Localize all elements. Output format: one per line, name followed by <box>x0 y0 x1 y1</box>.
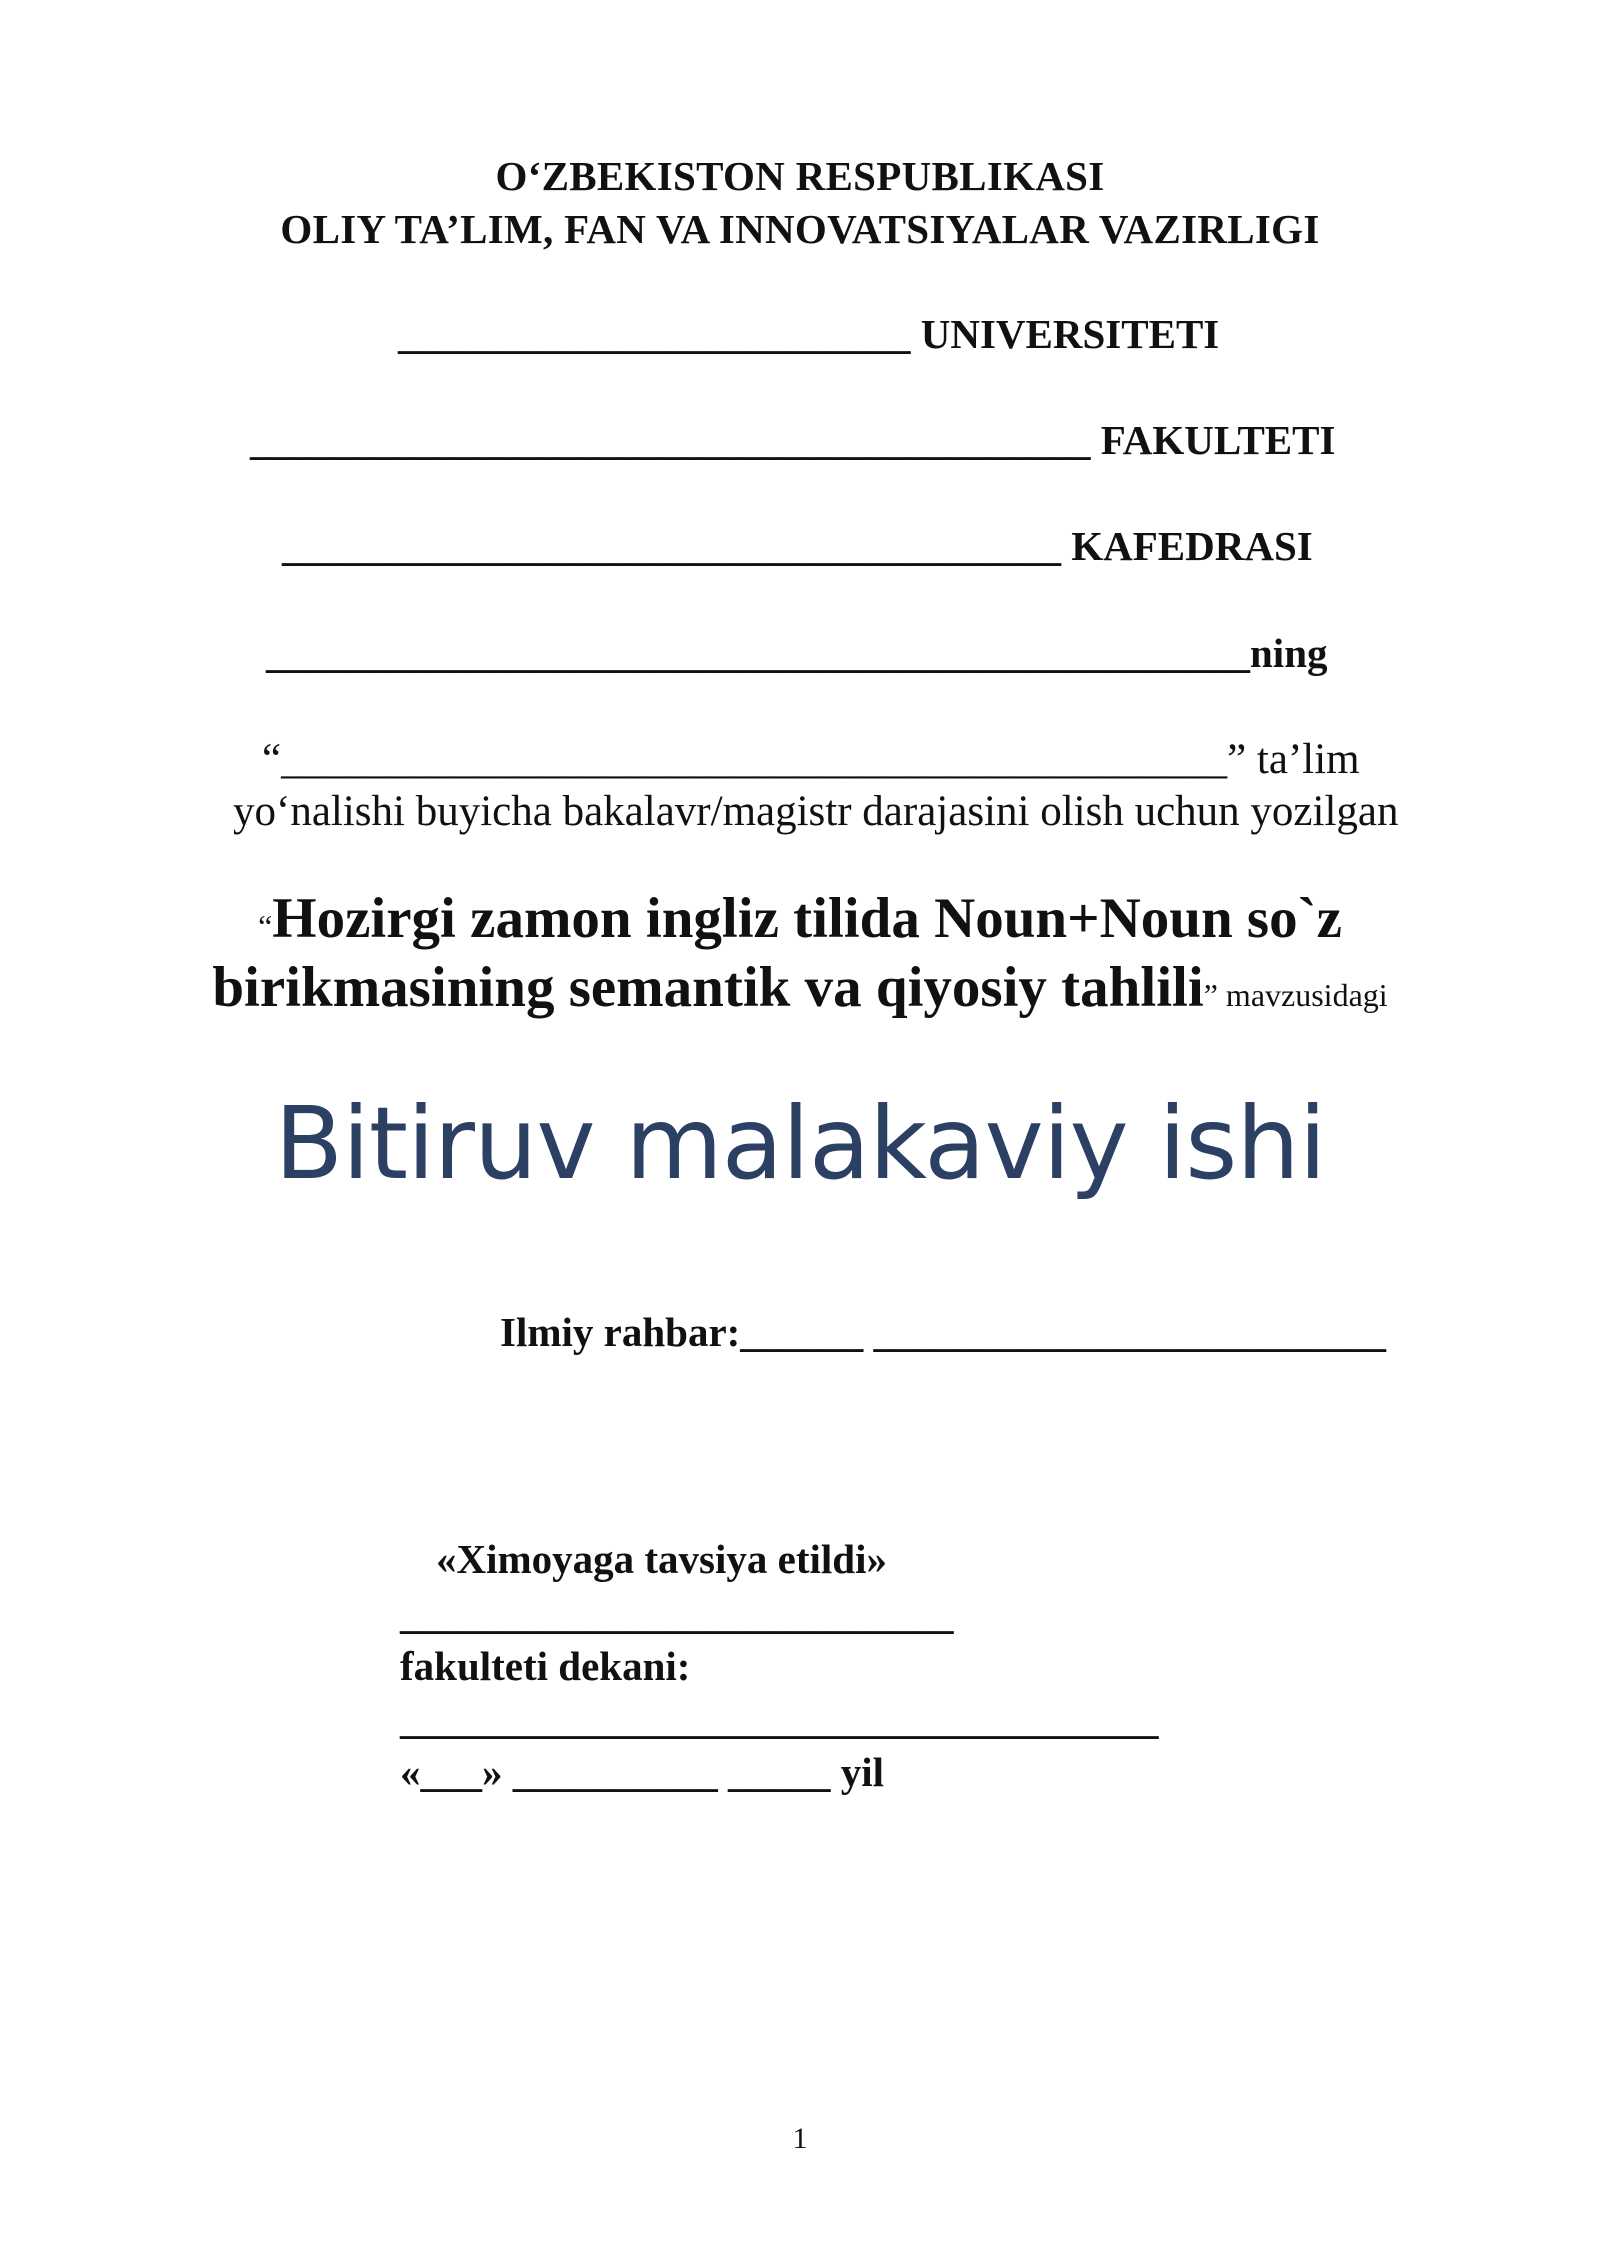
topic-line-1 <box>0 886 1600 951</box>
approval-date: «___» __________ _____ yil <box>400 1749 885 1795</box>
topic-close-quote: ” <box>1203 977 1218 1013</box>
approval-blank-2: _____________________________________ <box>400 1696 1159 1742</box>
header-ministry: OLIY TA’LIM, FAN VA INNOVATSIYALAR VAZIRLIGI <box>280 206 1320 252</box>
approval-title: «Ximoyaga tavsiya etildi» <box>436 1536 887 1582</box>
approval-blank-1: ___________________________ <box>400 1591 954 1637</box>
department-field: ______________________________________ KAFEDRASI <box>282 523 1313 569</box>
faculty-field: _________________________________________ FAKULTETI <box>250 417 1336 463</box>
page-number: 1 <box>792 2122 808 2155</box>
work-title: Bitiruv malakaviy ishi <box>274 1085 1326 1202</box>
topic-title-part-2: birikmasining semantik va qiyosiy tahlili <box>212 956 1204 1019</box>
dean-label: fakulteti dekani: <box>400 1643 691 1689</box>
topic-suffix: mavzusidagi <box>1217 977 1388 1013</box>
topic-title-part-1: Hozirgi zamon ingliz tilida Noun+Noun so`z <box>272 887 1342 950</box>
university-field: _________________________ UNIVERSITETI <box>398 311 1220 357</box>
topic-line-2 <box>0 955 1600 1020</box>
supervisor-field: Ilmiy rahbar:______ _________________________ <box>500 1309 1387 1355</box>
student-field: ________________________________________________ning <box>266 630 1328 676</box>
topic-open-quote: “ <box>258 908 273 944</box>
header-republic: O‘ZBEKISTON RESPUBLIKASI <box>495 153 1105 199</box>
degree-purpose-text: yo‘nalishi buyicha bakalavr/magistr darajasini olish uchun yozilgan <box>233 788 1399 835</box>
direction-field: “____________________________________________” ta’lim <box>262 736 1360 783</box>
